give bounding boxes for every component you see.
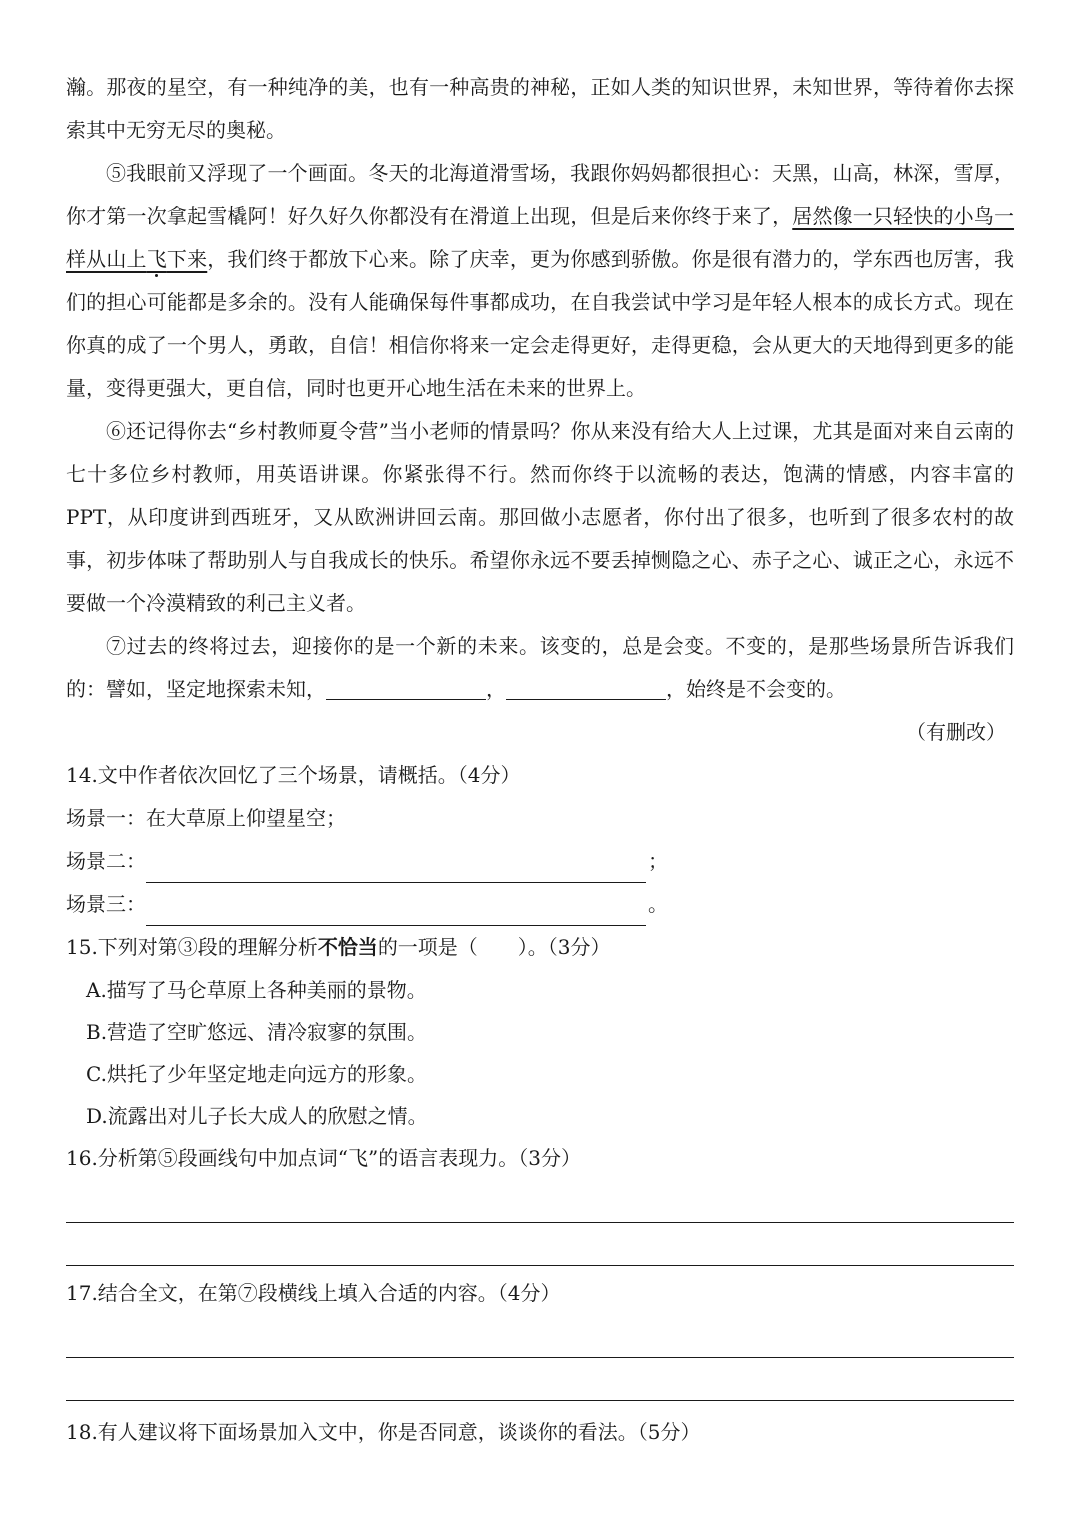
scene-2-answer-line[interactable] xyxy=(146,852,646,883)
paragraph-continued: 瀚。那夜的星空，有一种纯净的美，也有一种高贵的神秘，正如人类的知识世界，未知世界，等待着你去探索其中无穷无尽的奥秘。 xyxy=(66,75,1014,142)
scene-2-label: 场景二： xyxy=(66,849,146,873)
question-16-answer-line-2[interactable] xyxy=(66,1223,1014,1266)
paragraph-7-separator: ， xyxy=(486,677,506,701)
scene-3-answer-line[interactable] xyxy=(146,895,646,926)
paragraph-5-text-b: ，我们终于都放下心来。除了庆幸，更为你感到骄傲。你是很有潜力的，学东西也厉害，我们的担心可能都是多余的。没有人能确保每件事都成功，在自我尝试中学习是年轻人根本的成长方式。现在你真的成了一个男人，勇敢，自信！相信你将来一定会走得更好，走得更稳，会从更大的天地得到更多的能量，变得更强大，更自信，同时也更开心地生活在未来的世界上。 xyxy=(66,247,1015,400)
option-c[interactable]: C.烘托了少年坚定地走向远方的形象。 xyxy=(86,1062,427,1086)
paragraph-7 xyxy=(66,625,1014,711)
scene-3-label: 场景三： xyxy=(66,892,146,916)
paragraph-5-text-a: ⑤我眼前又浮现了一个画面。冬天的北海道滑雪场，我跟你妈妈都很担心：天黑，山高，林深，雪厚，你才第一次拿起雪橇阿！好久好久你都没有在滑道上出现，但是后来你终于来了， xyxy=(66,161,1014,228)
fill-blank-2[interactable] xyxy=(506,677,666,700)
question-17-answer-line-2[interactable] xyxy=(66,1358,1014,1401)
page-content xyxy=(66,66,1014,1454)
question-14: 14.文中作者依次回忆了三个场景，请概括。（4分） xyxy=(66,763,521,787)
paragraph-7-text-b: ，始终是不会变的。 xyxy=(666,677,846,701)
option-a[interactable]: A.描写了马仑草原上各种美丽的景物。 xyxy=(86,978,427,1002)
dotted-word-fei: 飞 xyxy=(146,247,167,271)
question-16: 16.分析第⑤段画线句中加点词“飞”的语言表现力。（3分） xyxy=(66,1146,581,1170)
question-15 xyxy=(66,926,1014,969)
question-18: 18.有人建议将下面场景加入文中，你是否同意，谈谈你的看法。（5分） xyxy=(66,1420,701,1444)
underlined-sentence-part1: 居然像一只轻快的小鸟一样从山上 xyxy=(66,204,1015,271)
option-b[interactable]: B.营造了空旷悠远、清冷寂寥的氛围。 xyxy=(86,1020,428,1044)
scene-3-end: 。 xyxy=(648,892,668,916)
scene-2-row xyxy=(66,840,1014,883)
paragraph-7-text-a: ⑦过去的终将过去，迎接你的是一个新的未来。该变的，总是会变。不变的，是那些场景所告诉我们的：譬如，坚定地探索未知， xyxy=(66,634,1014,701)
question-15-text-a: 15.下列对第③段的理解分析 xyxy=(66,935,318,959)
scene-2-end: ； xyxy=(648,849,668,873)
underlined-sentence-part2: 下来 xyxy=(166,247,208,271)
scene-3-row xyxy=(66,883,1014,926)
fill-blank-1[interactable] xyxy=(326,677,486,700)
question-15-text-b: 的一项是（ ）。（3分） xyxy=(377,935,611,959)
question-17-answer-line-1[interactable] xyxy=(66,1315,1014,1358)
question-15-emphasis: 不恰当 xyxy=(317,935,378,959)
paragraph-6: ⑥还记得你去“乡村教师夏令营”当小老师的情景吗？你从来没有给大人上过课，尤其是面对来自云南的七十多位乡村教师，用英语讲课。你紧张得不行。然而你终于以流畅的表达，饱满的情感，内容丰富的 PPT，从印度讲到西班牙，又从欧洲讲回云南。那回做小志愿者，你付出了很多，也听到了很多农村的故事，初步体味了帮助别人与自我成长的快乐。希望你永远不要丢掉恻隐之心、赤子之心、诚正之心，永远不要做一个冷漠精致的利己主义者。 xyxy=(66,419,1014,615)
paragraph-5 xyxy=(66,152,1014,410)
edit-note: （有删改） xyxy=(906,720,1006,744)
option-d[interactable]: D.流露出对儿子长大成人的欣慰之情。 xyxy=(86,1104,428,1128)
question-17: 17.结合全文，在第⑦段横线上填入合适的内容。（4分） xyxy=(66,1281,561,1305)
scene-1-answer: 场景一：在大草原上仰望星空； xyxy=(66,806,346,830)
question-16-answer-line-1[interactable] xyxy=(66,1180,1014,1223)
